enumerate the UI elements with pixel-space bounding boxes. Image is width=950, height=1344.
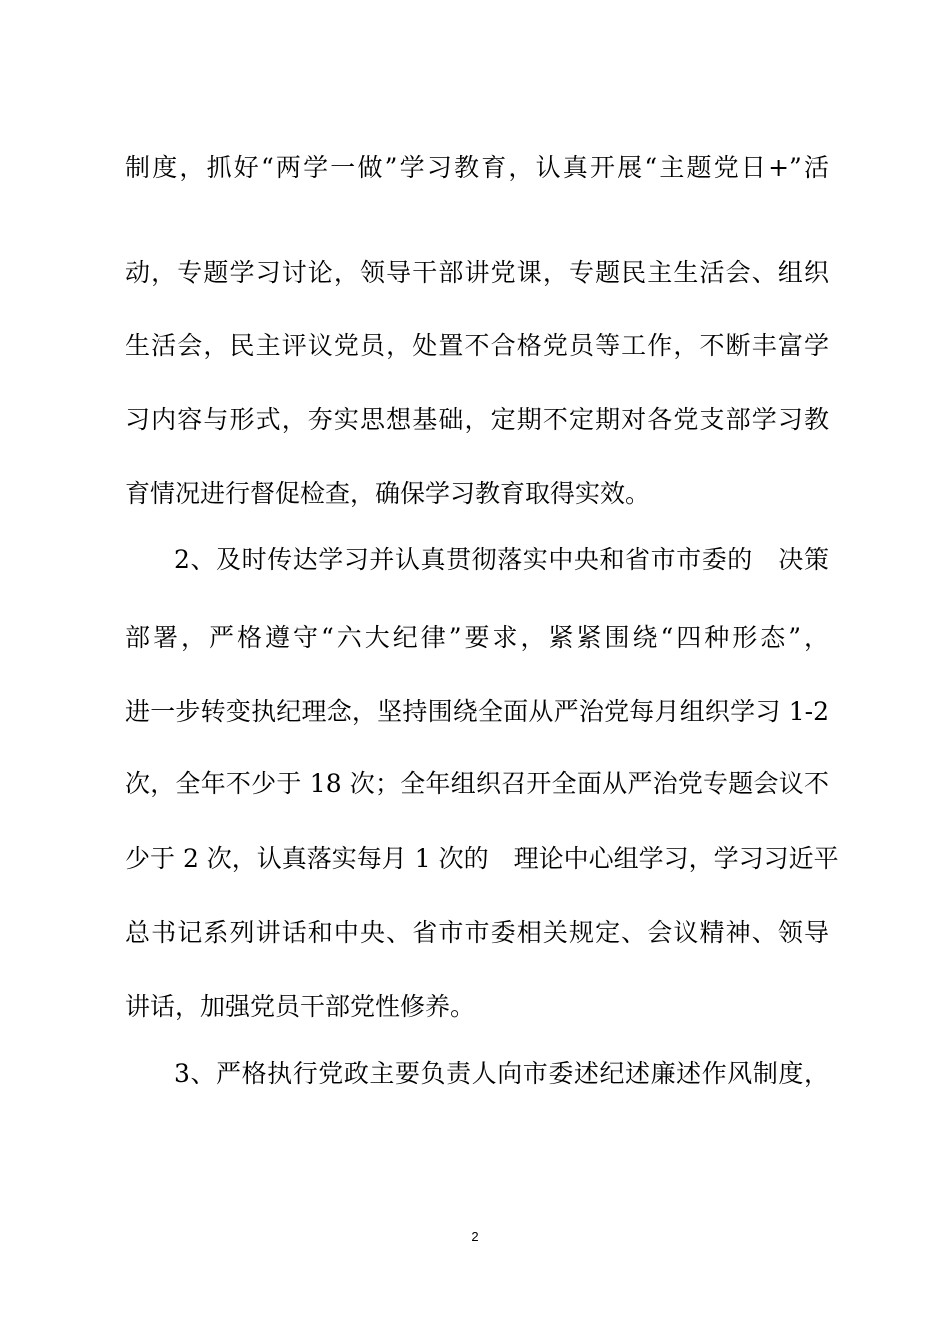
text-line-1: 制度，抓好“两学一做”学习教育，认真开展“主题党日+”活 — [125, 153, 829, 182]
text-line-13: 3、严格执行党政主要负责人向市委述纪述廉述作风制度， — [174, 1059, 829, 1088]
text-line-11: 总书记系列讲话和中央、省市市委相关规定、会议精神、领导 — [125, 918, 829, 947]
text-line-7: 部署，严格遵守“六大纪律”要求，紧紧围绕“四种形态”， — [125, 623, 829, 652]
text-line-12: 讲话，加强党员干部党性修养。 — [125, 992, 476, 1021]
text-line-9: 次，全年不少于 18 次；全年组织召开全面从严治党专题会议不 — [125, 769, 829, 798]
text-line-8: 进一步转变执纪理念，坚持围绕全面从严治党每月组织学习 1-2 — [125, 697, 829, 726]
text-line-4: 习内容与形式，夯实思想基础，定期不定期对各党支部学习教 — [125, 405, 829, 434]
text-line-5: 育情况进行督促检查，确保学习教育取得实效。 — [125, 479, 651, 508]
text-line-6: 2、及时传达学习并认真贯彻落实中央和省市市委的 决策 — [174, 545, 829, 574]
text-line-2: 动，专题学习讨论，领导干部讲党课，专题民主生活会、组织 — [125, 258, 829, 287]
text-line-10: 少于 2 次，认真落实每月 1 次的 理论中心组学习，学习习近平 — [125, 844, 839, 873]
page-number: 2 — [471, 1229, 479, 1244]
text-line-3: 生活会，民主评议党员，处置不合格党员等工作，不断丰富学 — [125, 331, 829, 360]
